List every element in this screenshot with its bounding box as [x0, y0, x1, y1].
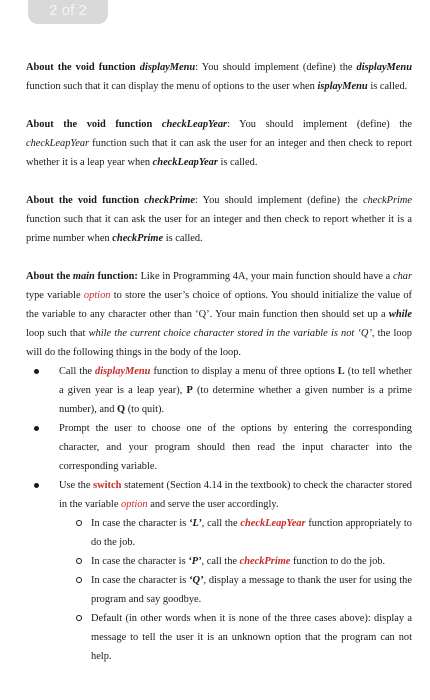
page-indicator: 2 of 2 — [28, 0, 108, 24]
function-name: checkPrime — [362, 195, 412, 206]
text-span: Like in Programming 4A, your main function should have a — [140, 271, 391, 282]
text-span: Default (in other words when it is none of the three cases above): display a message to tell the user it is an unknown option that the program can not help. — [91, 613, 412, 662]
lead-text: About the void function — [26, 195, 140, 206]
text-span: In case the character is — [91, 518, 187, 529]
text-span: (to tell whether a given year is a leap year), — [59, 366, 412, 396]
text-span: Prompt the user to choose one of the options by entering the corresponding character, and your program should then read the input character into the corresponding variable. — [59, 423, 412, 472]
list-item — [26, 476, 412, 666]
sub-list-item — [59, 552, 412, 571]
text-span: function such that it can ask the user for an integer and then check to report whether it is a prime number when — [26, 214, 412, 244]
text-span: is called. — [370, 81, 408, 92]
text-span: : You should implement (define) the — [227, 119, 412, 130]
function-name: displayMenu — [95, 366, 151, 377]
text-span: type variable — [26, 290, 81, 301]
function-name: checkPrime — [144, 195, 195, 206]
function-name: displayMenu — [356, 62, 412, 73]
text-span: In case the character is — [91, 556, 186, 567]
text-span: statement (Section 4.14 in the textbook) to check the character stored in the variable — [59, 480, 412, 510]
paragraph-main-function — [26, 267, 412, 362]
bullet-list — [26, 362, 412, 666]
list-item — [26, 362, 412, 419]
text-span: is called. — [165, 233, 203, 244]
sub-list-item — [59, 514, 412, 552]
switch-keyword: switch — [93, 480, 122, 491]
text-span: : You should implement (define) the — [194, 195, 358, 206]
text-span: function such that it can ask the user for an integer and then check to report whether it is a leap year when — [26, 138, 412, 168]
option-char: ‘P’ — [188, 556, 202, 567]
lead-text: About the — [26, 271, 71, 282]
sub-list-item — [59, 571, 412, 609]
function-name: isplayMenu — [317, 81, 368, 92]
text-span: function such that it can display the menu of options to the user when — [26, 81, 315, 92]
option-letter: P — [186, 385, 193, 396]
paragraph-check-leap-year — [26, 115, 412, 172]
text-span: function appropriately to do the job. — [91, 518, 412, 548]
variable-name: option — [83, 290, 111, 301]
text-span: Use the — [59, 480, 91, 491]
text-span: function to display a menu of three options — [153, 366, 335, 377]
paragraph-check-prime — [26, 191, 412, 248]
lead-text: function: — [97, 271, 138, 282]
text-span: In case the character is — [91, 575, 187, 586]
main-keyword: main — [72, 271, 95, 282]
text-span: (to quit). — [127, 404, 165, 415]
text-span: (to determine whether a given number is a prime number), and — [59, 385, 412, 415]
function-name: checkLeapYear — [26, 138, 90, 149]
list-item — [26, 419, 412, 476]
text-span: , call the — [201, 518, 238, 529]
paragraph-display-menu — [26, 58, 412, 96]
function-name: displayMenu — [139, 62, 196, 73]
lead-text: About the void function — [26, 119, 153, 130]
while-keyword: while — [388, 309, 412, 320]
option-letter: L — [337, 366, 345, 377]
text-span: Call the — [59, 366, 92, 377]
text-span: : You should implement (define) the — [195, 62, 353, 73]
option-char: ‘L’ — [189, 518, 202, 529]
function-name: checkLeapYear — [161, 119, 228, 130]
text-span: , call the — [201, 556, 238, 567]
option-char: ‘Q’ — [189, 575, 204, 586]
loop-condition: while the current choice character stored in the variable is not ‘Q’ — [88, 328, 372, 339]
function-name: checkLeapYear — [240, 518, 306, 529]
text-span: loop such that — [26, 328, 86, 339]
sub-bullet-list — [59, 514, 412, 666]
text-span: , the loop will do the following things in the body of the loop. — [26, 328, 412, 358]
text-span: is called. — [220, 157, 258, 168]
lead-text: About the void function — [26, 62, 136, 73]
type-keyword: char — [392, 271, 412, 282]
option-letter: Q — [117, 404, 126, 415]
text-span: to store the user’s choice of options. You should initialize the value of the variable to any character other than ‘Q’. Your main function then should set up a — [26, 290, 412, 320]
document-body — [26, 58, 412, 666]
sub-list-item — [59, 609, 412, 666]
function-name: checkPrime — [112, 233, 164, 244]
text-span: and serve the user accordingly. — [150, 499, 279, 510]
text-span: , display a message to thank the user for using the program and say goodbye. — [91, 575, 412, 605]
function-name: checkLeapYear — [152, 157, 218, 168]
text-span: function to do the job. — [293, 556, 386, 567]
function-name: checkPrime — [239, 556, 291, 567]
variable-name: option — [121, 499, 148, 510]
